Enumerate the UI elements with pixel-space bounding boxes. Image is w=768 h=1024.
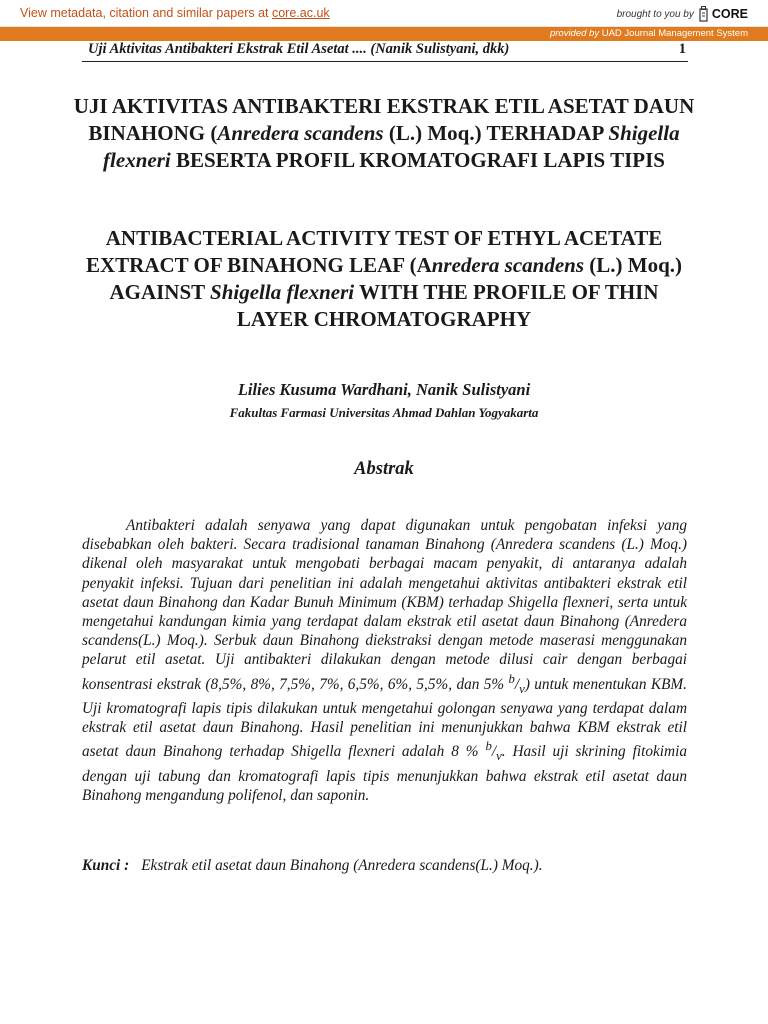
abstract-text-2: ) untuk menentukan KBM. Uji kromatografi lapis tipis dilakukan untuk mengetahui golongan senyawa yang terdapat dalam ekstrak etil asetat daun Binahong. Hasil penelitian ini menunjukkan bahwa KBM ekstrak etil asetat daun Binahong terhadap Shigella flexneri adalah 8 % (82, 675, 687, 761)
core-brought-by[interactable] (617, 6, 748, 22)
title-id-species: Anredera scandens (217, 121, 384, 145)
abstract-text-3: . Hasil uji skrining fitokimia dengan uji tabung dan kromatografi lapis tipis menunjukkan bahwa ekstrak etil asetat daun Binahong mengandung polifenol, dan saponin. (82, 743, 687, 804)
provided-by-bar (0, 27, 768, 41)
title-id-part1: UJI AKTIVITAS ANTIBAKTERI EKSTRAK ETIL ASETAT DAUN BINAHONG ( (73, 94, 695, 145)
core-metadata-notice (20, 6, 330, 20)
unit-sup-2: b (485, 739, 492, 754)
core-logo-icon (698, 6, 709, 22)
core-metadata-text: View metadata, citation and similar papers at (20, 6, 272, 20)
keywords (82, 856, 687, 875)
unit-sup-1: b (508, 671, 515, 686)
page-number: 1 (678, 41, 686, 57)
title-id-part3: (L.) Moq.) TERHADAP (383, 121, 609, 145)
keywords-label: Kunci : (82, 857, 130, 874)
abstract-body: Antibakteri adalah senyawa yang dapat digunakan untuk pengobatan infeksi yang disebabkan oleh bakteri. Secara tradisional tanaman Binahong (Anredera scandens (L.) Moq.) dikenal oleh masyarakat untuk mengobati berbagai macam penyakit, di antaranya adalah penyakit infeksi. Tujuan dari penelitian ini adalah mengetahui aktivitas antibakteri ekstrak etil asetat daun Binahong dan Kadar Bunuh Minimum (KBM) terhadap Shigella flexneri, serta untuk mengetahui kandungan kimia yang terdapat dalam ekstrak etil asetat daun Binahong (Anredera scandens(L.) Moq.). Serbuk daun Binahong diekstraksi dengan metode maserasi menggunakan pelarut etil asetat. Uji antibakteri dilakukan dengan metode dilusi cair dengan berbagai konsentrasi ekstrak (8,5%, 8%, 7,5%, 7%, 6,5%, 6%, 5,5%, dan 5% $^b/_v$) untuk menentukan KBM. Uji kromatografi lapis tipis dilakukan untuk mengetahui golongan senyawa yang terdapat dalam ekstrak etil asetat daun Binahong. Hasil penelitian ini menunjukkan bahwa KBM ekstrak etil asetat daun Binahong terhadap Shigella flexneri adalah 8 % $^b/_v$. Hasil uji skrining fitokimia dengan uji tabung dan kromatografi lapis tipis menunjukkan bahwa ekstrak etil asetat daun Binahong mengandung polifenol, dan saponin. (82, 517, 687, 804)
keywords-text: Ekstrak etil asetat daun Binahong (Anredera scandens(L.) Moq.). (141, 857, 543, 874)
abstract-heading: Abstrak (354, 459, 414, 479)
title-id-bacterium: Shigella flexneri (103, 121, 680, 172)
title-en-part5: WITH THE PROFILE OF THIN LAYER CHROMATOGRAPHY (236, 280, 659, 331)
unit-sub-1: v (519, 681, 525, 696)
running-header-title: Uji Aktivitas Antibakteri Ekstrak Etil Asetat .... (Nanik Sulistyani, dkk) (88, 41, 510, 57)
brought-by-text: brought to you by (616, 8, 694, 20)
title-indonesian (72, 93, 696, 174)
core-banner (0, 0, 768, 27)
title-id-part5: BESERTA PROFIL KROMATOGRAFI LAPIS TIPIS (170, 148, 665, 172)
title-en-part1: ANTIBACTERIAL ACTIVITY TEST OF ETHYL ACETATE EXTRACT OF BINAHONG LEAF (A (85, 226, 663, 277)
affiliation: Fakultas Farmasi Universitas Ahmad Dahlan Yogyakarta (229, 405, 539, 420)
title-en-bacterium: Shigella flexneri (210, 280, 355, 304)
provided-by-source: UAD Journal Management System (601, 28, 748, 39)
abstract-text-1: Antibakteri adalah senyawa yang dapat digunakan untuk pengobatan infeksi yang disebabkan oleh bakteri. Secara tradisional tanaman Binahong (Anredera scandens (L.) Moq.) dikenal oleh masyarakat untuk mengobati berbagai macam penyakit, di antaranya adalah penyakit infeksi. Tujuan dari penelitian ini adalah mengetahui aktivitas antibakteri ekstrak etil asetat daun Binahong dan Kadar Bunuh Minimum (KBM) terhadap Shigella flexneri, serta untuk mengetahui kandungan kimia yang terdapat dalam ekstrak etil asetat daun Binahong (Anredera scandens(L.) Moq.). Serbuk daun Binahong diekstraksi dengan metode maserasi menggunakan pelarut etil asetat. Uji antibakteri dilakukan dengan metode dilusi cair dengan berbagai konsentrasi ekstrak (8,5%, 8%, 7,5%, 7%, 6,5%, 6%, 5,5%, dan 5% (82, 517, 687, 693)
running-header (82, 41, 688, 62)
core-logo-text: CORE (711, 7, 748, 21)
core-logo[interactable] (698, 6, 748, 22)
title-en-part3: (L.) Moq.) AGAINST (109, 253, 683, 304)
core-link[interactable]: core.ac.uk (271, 6, 330, 20)
authors: Lilies Kusuma Wardhani, Nanik Sulistyani (237, 380, 531, 399)
title-english (72, 225, 696, 333)
title-en-species: nredera scandens (431, 253, 585, 277)
provided-by[interactable] (550, 28, 748, 39)
provided-by-label: provided by (549, 28, 600, 39)
unit-sub-2: v (496, 749, 502, 764)
